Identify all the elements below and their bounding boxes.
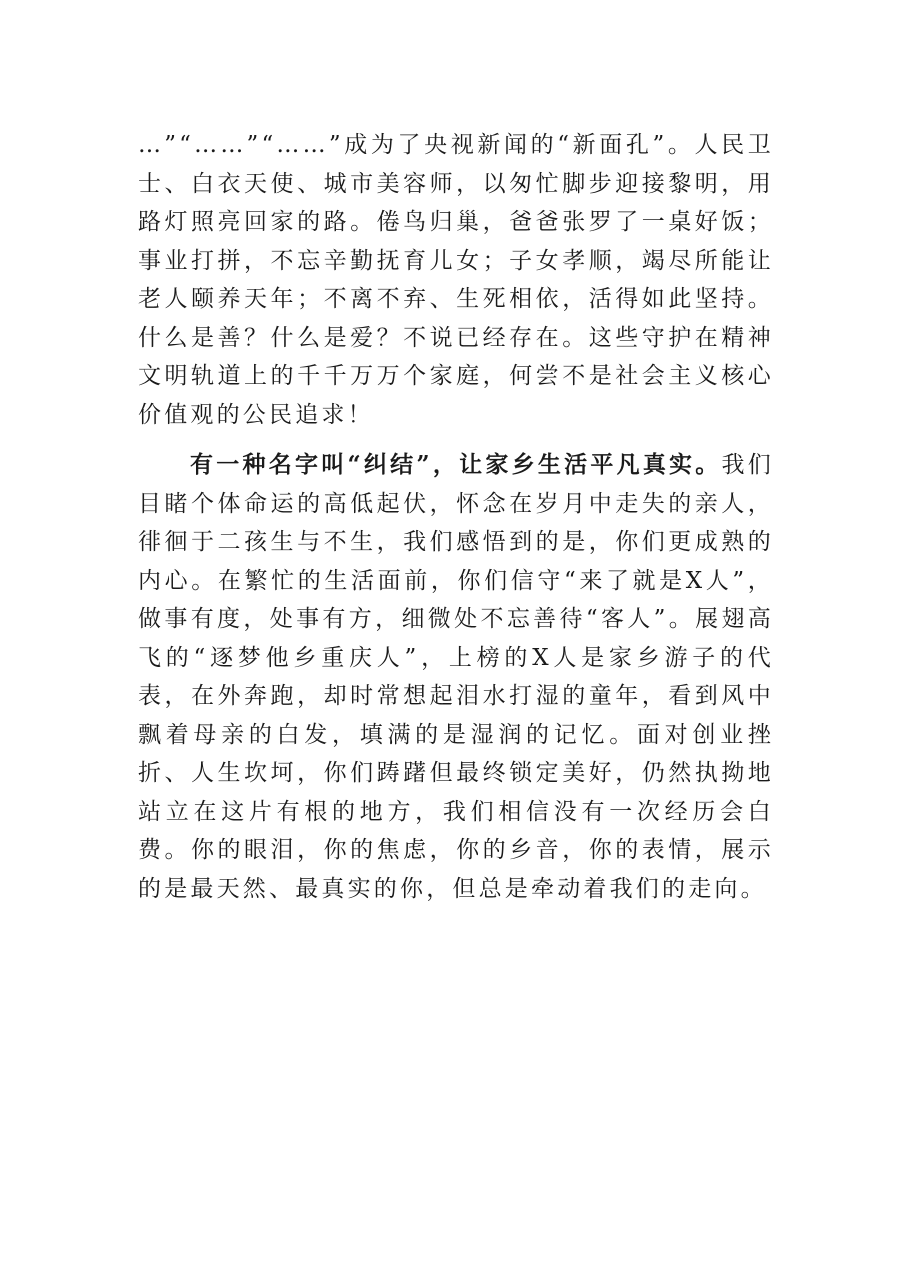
paragraph-2-body: 我们目睹个体命运的高低起伏，怀念在岁月中走失的亲人，徘徊于二孩生与不生，我们感悟到的是，你们更成熟的内心。在繁忙的生活面前，你们信守“来了就是X人”，做事有度，处事有方，细微处不忘善待“客人”。展翅高飞的“逐梦他乡重庆人”，上榜的X人是家乡游子的代表，在外奔跑，却时常想起泪水打湿的童年，看到风中飘着母亲的白发，填满的是湿润的记忆。面对创业挫折、人生坎坷，你们踌躇但最终锁定美好，仍然执拗地站立在这片有根的地方，我们相信没有一次经历会白费。你的眼泪，你的焦虑，你的乡音，你的表情，展示的是最天然、最真实的你，但总是牵动着我们的走向。 [138,452,774,902]
document-body [138,126,774,908]
paragraph-2-lead: 有一种名字叫“纠结”，让家乡生活平凡真实。 [190,451,722,478]
paragraph-1: …”“……”“……”成为了央视新闻的“新面孔”。人民卫士、白衣天使、城市美容师，以匆忙脚步迎接黎明，用路灯照亮回家的路。倦鸟归巢，爸爸张罗了一桌好饭；事业打拼，不忘辛勤抚育儿女；子女孝顺，竭尽所能让老人颐养天年；不离不弃、生死相依，活得如此坚持。什么是善？什么是爱？不说已经存在。这些守护在精神文明轨道上的千千万万个家庭，何尝不是社会主义核心价值观的公民追求！ [138,132,774,428]
paragraph-2 [138,446,774,908]
